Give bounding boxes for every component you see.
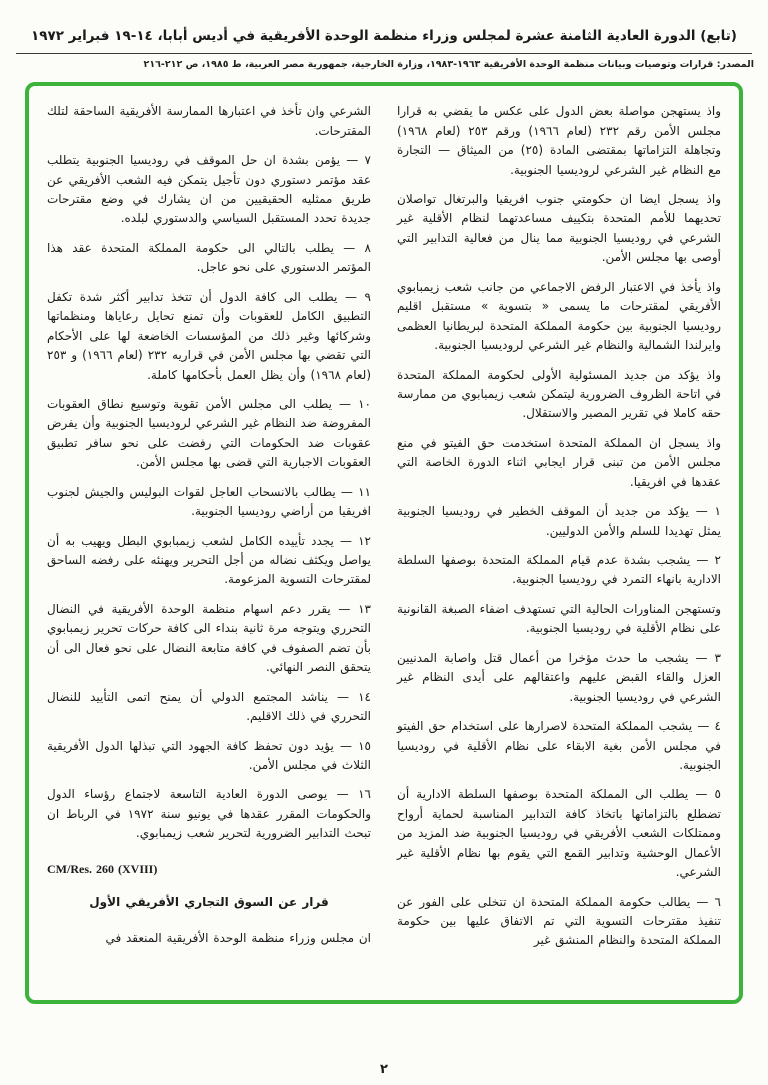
resolution-reference: CM/Res. 260 (XVIII) <box>47 861 158 876</box>
section-heading: قرار عن السوق التجاري الأفريقي الأول <box>89 895 329 910</box>
paragraph: ١١ — يطالب بالانسحاب العاجل لقوات البوليس والجيش لجنوب افريقيا من أراضي روديسيا الجنوبية. <box>47 484 371 519</box>
paragraph: ١٦ — يوصى الدورة العادية التاسعة لاجتماع رؤساء الدول والحكومات المقرر عقدها في يونيو سنة ١٩٧٢ في الرباط ان تبحث التدابير الضرورية لتحرير شعب زيمبابوي. <box>47 787 371 841</box>
paragraph: ٦ — يطالب حكومة المملكة المتحدة ان تتخلى على الفور عن تنفيذ مقترحات التسوية التي تم الاتفاق عليها بين حكومة المملكة المتحدة والنظام المنشق غير <box>397 894 721 948</box>
paragraph: واذ يستهجن مواصلة بعض الدول على عكس ما يقضي به قرارا مجلس الأمن رقم ٢٣٢ (لعام ١٩٦٦) ورقم ٢٥٣ (لعام ١٩٦٨) وتجاهلة التزاماتها بمقتضى المادة (٢٥) من الميثاق — التجارة مع النظام غير الشرعي لروديسيا الجنوبية. <box>397 104 722 177</box>
paragraph: ٨ — يطلب بالتالي الى حكومة المملكة المتحدة عقد هذا المؤتمر الدستوري على نحو عاجل. <box>47 240 371 275</box>
header-divider <box>16 53 752 54</box>
page-header <box>0 0 768 70</box>
paragraph: ٩ — يطلب الى كافة الدول أن تتخذ تدابير أكثر شدة تكفل التطبيق الكامل للعقوبات وأن تمنع تحايل رعاياها ومنظماتها وشركائها وغير ذلك من المؤسسات الخاضعة لها على الأحكام التي تقضي بها مجلس الأمن في قراريه ٢٣٢ (لعام ١٩٦٦) و ٢٥٣ (لعام ١٩٦٨) وأن يظل العمل بأحكامها كاملة. <box>47 289 372 382</box>
paragraph: ١٠ — يطلب الى مجلس الأمن تقوية وتوسيع نطاق العقوبات المفروضة ضد النظام غير الشرعي لروديسيا الجنوبية وأن يفرض عقوبات ضد الحكومات التي رفضت على نحو سافر تطبيق العقوبات الاجبارية التي قضى بها مجلس الأمن. <box>47 396 371 470</box>
left-column <box>47 102 371 990</box>
paragraph: واذ يأخذ في الاعتبار الرفض الاجماعي من جانب شعب زيمبابوي الأفريقي لمقترحات ما يسمى « بتسوية » مستقبل اقليم روديسيا الجنوبية بين حكومة المملكة المتحدة لبريطانيا العظمى وايرلندا الشمالية والنظام غير الشرعي لروديسيا الجنوبية. <box>397 279 721 353</box>
source-citation: المصدر: قرارات وتوصيات وبيانات منظمة الوحدة الأفريقية ١٩٦٣-١٩٨٣، وزارة الخارجية، جمهورية مصر العربية، ط ١٩٨٥، ص ٢١٢-٢١٦ <box>143 59 754 71</box>
paragraph: وتستهجن المناورات الحالية التي تستهدف اضفاء الصبغة القانونية على نظام الأقلية في روديسيا الجنوبية. <box>397 601 721 636</box>
paragraph: واذ يؤكد من جديد المسئولية الأولى لحكومة المملكة المتحدة في اتاحة الظروف الضرورية ليتمكن شعب زيمبابوي من ممارسة حقه كاملا في تقرير المصير والاستقلال. <box>397 367 721 421</box>
paragraph: ٥ — يطلب الى المملكة المتحدة بوصفها السلطة الادارية أن تضطلع بالتزاماتها باتخاذ كافة التدابير المناسبة لحماية أرواح وممتلكات الشعب الأفريقي في روديسيا الجنوبية ضد المزيد من الأعمال الوحشية وتدابير القمع التي يقوم بها نظام الأقلية غير الشرعي. <box>397 787 721 880</box>
paragraph: ١٢ — يجدد تأييده الكامل لشعب زيمبابوي البطل ويهيب به أن يواصل ويكثف نضاله من أجل التحرير ويهنئه على رفضه الساحق لمقترحات التسوية المزعومة. <box>47 533 371 587</box>
two-column-layout <box>47 102 721 990</box>
page-number: ٢ <box>380 1062 388 1077</box>
paragraph: ١٥ — يؤيد دون تحفظ كافة الجهود التي تبذلها الدول الأفريقية الثلاث في مجلس الأمن. <box>47 738 371 772</box>
paragraph: الشرعي وان تأخذ في اعتبارها الممارسة الأفريقية الساحقة لتلك المقترحات. <box>47 104 371 138</box>
page-footer <box>0 1062 768 1077</box>
paragraph: ٧ — يؤمن بشدة ان حل الموقف في روديسيا الجنوبية يتطلب عقد مؤتمر دستوري دون تأجيل يتمكن فيه الشعب الأفريقي عن طريق ممثليه الحقيقيين من ان يشارك في وضع مقترحات جديدة تحدد المستقبل السياسي والدستوري لبلده. <box>47 153 371 226</box>
paragraph: ١٤ — يناشد المجتمع الدولي أن يمنح اتمى التأييد للنضال التحرري في ذلك الاقليم. <box>47 689 371 724</box>
paragraph: ١ — يؤكد من جديد أن الموقف الخطير في روديسيا الجنوبية يمثل تهديدا للسلم والأمن الدوليين. <box>397 504 721 538</box>
paragraph: واذ يسجل ان المملكة المتحدة استخدمت حق الفيتو في منع مجلس الأمن من تبنى قرار ايجابي اثناء الدورة الخاصة التي عقدها في افريقيا. <box>397 435 721 489</box>
document-title: (تابع) الدورة العادية الثامنة عشرة لمجلس وزراء منظمة الوحدة الأفريقية في أديس أبابا، ١٤-١٩ فبراير ١٩٧٢ <box>31 28 737 44</box>
paragraph: ان مجلس وزراء منظمة الوحدة الأفريقية المنعقد في <box>105 930 371 945</box>
right-column <box>397 102 721 990</box>
paragraph: ٤ — يشجب المملكة المتحدة لاصرارها على استخدام حق الفيتو في مجلس الأمن بغية الابقاء على نظام الأقلية في روديسيا الجنوبية. <box>397 719 721 772</box>
paragraph: ١٣ — يقرر دعم اسهام منظمة الوحدة الأفريقية في النضال التحرري ويتوجه مرة ثانية بنداء الى كافة حركات تحرير زيمبابوي بأن تضم الصفوف في كافة متابعة النضال على نحو فعال الى أن يتحقق النصر النهائي. <box>46 601 371 675</box>
paragraph: ٢ — يشجب بشدة عدم قيام المملكة المتحدة بوصفها السلطة الادارية بانهاء التمرد في روديسيا الجنوبية. <box>397 553 721 587</box>
paragraph: واذ يسجل ايضا ان حكومتي جنوب افريقيا والبرتغال تواصلان تحديهما للأمم المتحدة بتكييف مساعدتهما لنظام الأقلية غير الشرعي في روديسيا الجنوبية مما ينال من فعالية التدابير التي أوصى بها مجلس الأمن. <box>397 192 721 265</box>
paragraph: ٣ — يشجب ما حدث مؤخرا من أعمال قتل واصابة المدنيين العزل والقاء القبض عليهم واعتقالهم على أيدى النظام غير الشرعي في روديسيا الجنوبية. <box>397 650 721 704</box>
content-border-box <box>25 82 743 1004</box>
